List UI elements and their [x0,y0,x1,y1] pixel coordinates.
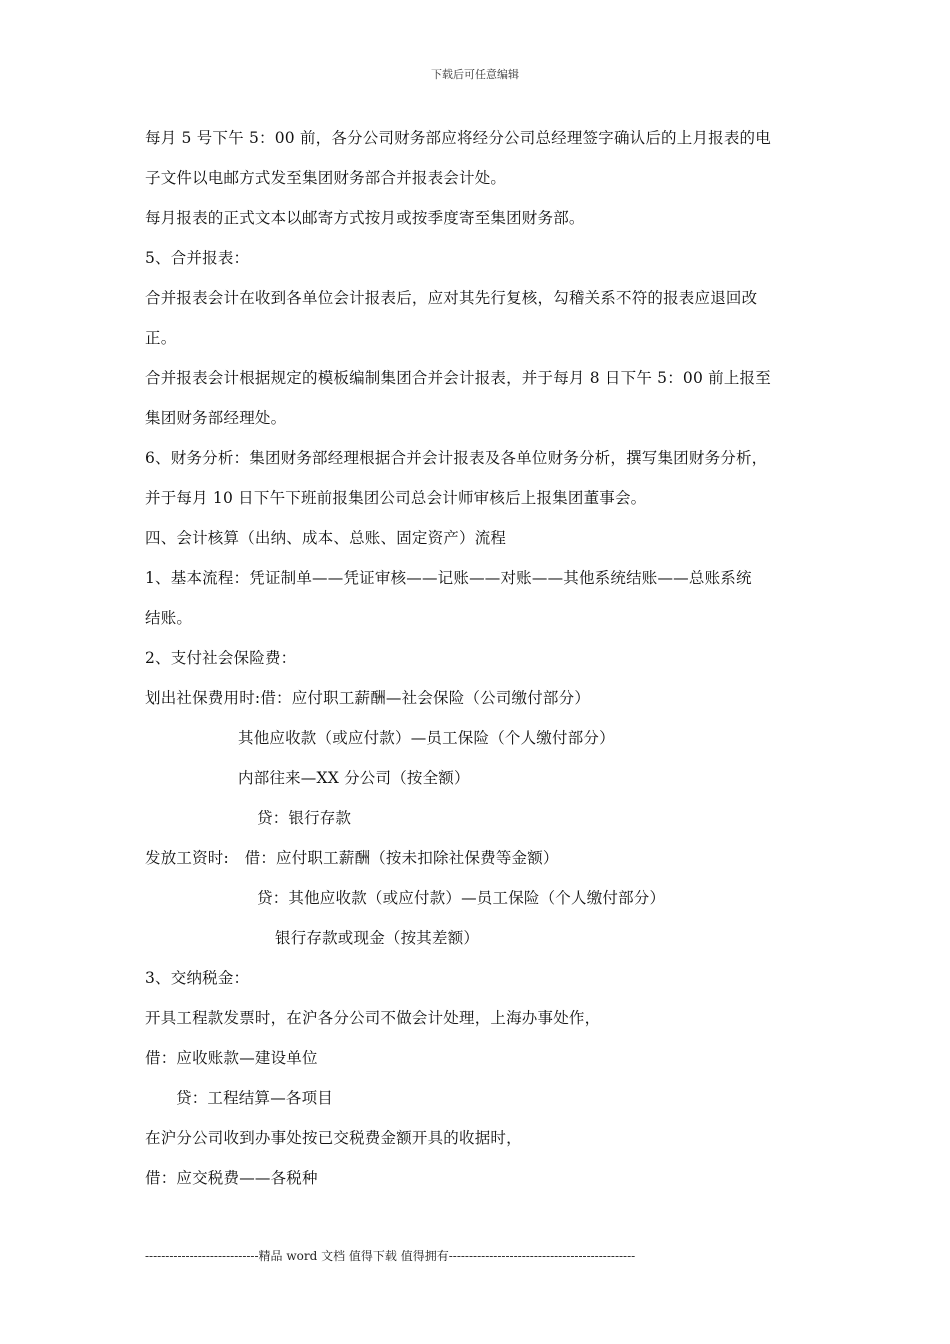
paragraph-line: 每月报表的正式文本以邮寄方式按月或按季度寄至集团财务部。 [145,209,585,227]
paragraph-line: 在沪分公司收到办事处按已交税费金额开具的收据时， [145,1129,522,1147]
paragraph-line: 子文件以电邮方式发至集团财务部合并报表会计处。 [145,169,507,187]
section-heading: 2、支付社会保险费： [145,649,297,667]
entry-line: 借：应交税费——各税种 [145,1169,318,1187]
entry-line: 借：应收账款—建设单位 [145,1049,318,1067]
paragraph-line: 每月 5 号下午 5：00 前，各分公司财务部应将经分公司总经理签字确认后的上月报表的电 [145,129,771,147]
entry-line: 贷：其他应收款（或应付款）—员工保险（个人缴付部分） [257,889,666,907]
paragraph-line: 合并报表会计在收到各单位会计报表后，应对其先行复核，勾稽关系不符的报表应退回改 [145,289,758,307]
section-heading: 3、交纳税金： [145,969,250,987]
entry-line: 其他应收款（或应付款）—员工保险（个人缴付部分） [238,729,615,747]
entry-line: 划出社保费用时:借：应付职工薪酬—社会保险（公司缴付部分） [145,689,591,707]
paragraph-line: 1、基本流程：凭证制单——凭证审核——记账——对账——其他系统结账——总账系统 [145,569,752,587]
page-footer: ----------------------------精品 word 文档 值得下载 值得拥有---------------------------------------------- [145,1249,636,1263]
paragraph-line: 并于每月 10 日下午下班前报集团公司总会计师审核后上报集团董事会。 [145,489,647,507]
entry-line: 内部往来—XX 分公司（按全额） [238,769,470,787]
section-heading: 四、会计核算（出纳、成本、总账、固定资产）流程 [145,529,507,547]
section-heading: 5、合并报表： [145,249,250,267]
paragraph-line: 结账。 [145,609,193,627]
entry-line: 贷：工程结算—各项目 [176,1089,334,1107]
document-body [145,128,810,1208]
paragraph-line: 开具工程款发票时，在沪各分公司不做会计处理，上海办事处作， [145,1009,601,1027]
paragraph-line: 合并报表会计根据规定的模板编制集团合并会计报表，并于每月 8 日下午 5：00 前上报至 [145,369,771,387]
page-header: 下载后可任意编辑 [431,68,519,81]
entry-line: 贷：银行存款 [257,809,352,827]
paragraph-line: 6、财务分析：集团财务部经理根据合并会计报表及各单位财务分析，撰写集团财务分析， [145,449,768,467]
paragraph-line: 正。 [145,329,177,347]
paragraph-line: 集团财务部经理处。 [145,409,287,427]
entry-line: 发放工资时: 借：应付职工薪酬（按未扣除社保费等金额） [145,849,559,867]
entry-line: 银行存款或现金（按其差额） [275,929,480,947]
